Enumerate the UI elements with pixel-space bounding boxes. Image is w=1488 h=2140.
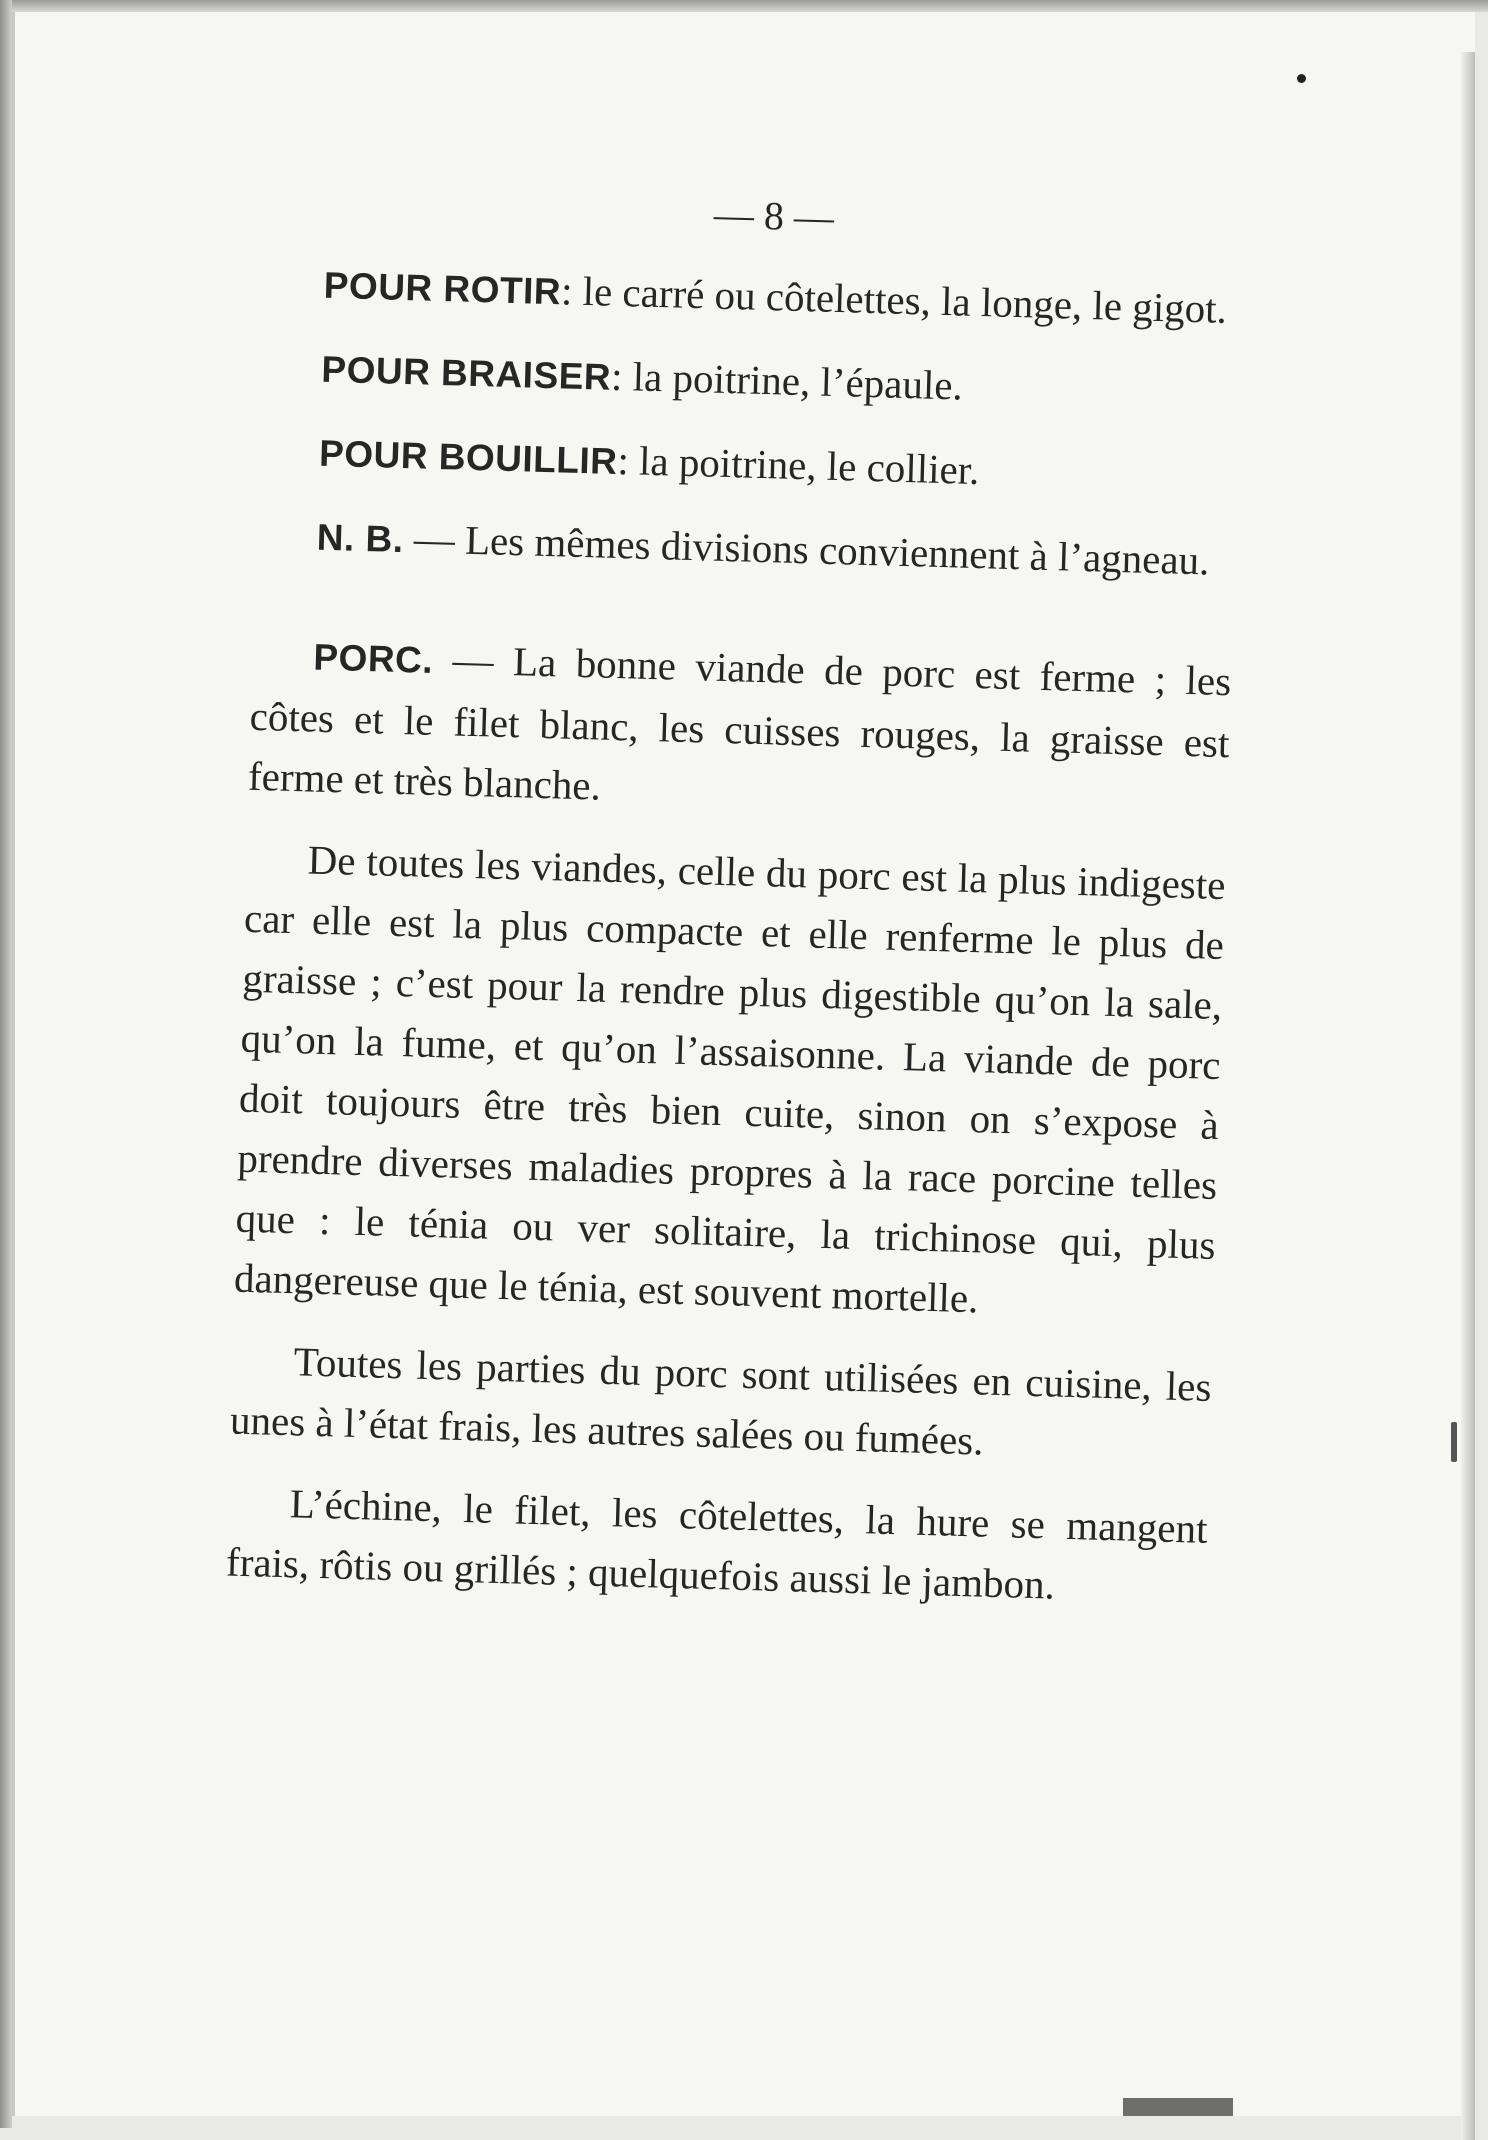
- heading-rotir: POUR ROTIR: [323, 264, 562, 313]
- page-text: [225, 172, 1245, 1641]
- paragraph-porc: [247, 624, 1232, 833]
- heading-braiser: POUR BRAISER: [320, 348, 612, 398]
- paragraph-text: La bonne viande de porc est ferme ; les côtes et le filet blanc, les cuisses rouges, la graisse est ferme et très blanche.: [247, 637, 1232, 809]
- paragraph-text: Les mêmes divisions conviennent à l’agneau.: [454, 516, 1211, 584]
- heading-bouillir: POUR BOUILLIR: [318, 432, 619, 482]
- separator: :: [616, 436, 630, 484]
- separator: —: [402, 515, 456, 563]
- scan-top-edge: [0, 0, 1488, 12]
- separator: :: [560, 267, 574, 314]
- paragraph-text: la poitrine, l’épaule.: [621, 353, 964, 409]
- paragraph-rotir: [261, 252, 1242, 341]
- separator: —: [432, 635, 495, 684]
- paragraph-echine: L’échine, le filet, les côtelettes, la hure se mangent frais, rôtis ou grillés ; quelquefois aussi le jambon.: [225, 1480, 1209, 1608]
- scan-left-edge: [0, 0, 12, 2128]
- ink-speck: [1297, 74, 1306, 83]
- paragraph-text: la poitrine, le collier.: [628, 437, 981, 494]
- paragraph-text: le carré ou côtelettes, la longe, le gigot.: [571, 267, 1228, 332]
- book-page: [12, 12, 1475, 2116]
- page-number: — 8 —: [713, 191, 835, 240]
- bottom-scan-mark: [1123, 2098, 1233, 2116]
- paragraph-nb: [254, 504, 1235, 593]
- separator: :: [610, 352, 624, 400]
- paragraph-digestion: De toutes les viandes, celle du porc est la plus indigeste car elle est la plus compacte et elle renferme le plus de graisse ; c’est pour la rendre plus digestible qu’on la sale, qu’on la fume, et qu’on l’assaisonne. La viande de porc doit toujours être très bien cuite, sinon on s’expose à prendre diverses maladies propres à la race porcine telles que : le ténia ou ver solitaire, la trichinose qui, plus dangereuse que le ténia, est souvent mortelle.: [233, 836, 1227, 1322]
- paragraph-parties: Toutes les parties du porc sont utilisées en cuisine, les unes à l’état frais, les autres salées ou fumées.: [229, 1338, 1213, 1464]
- paragraph-braiser: [259, 336, 1240, 425]
- page-right-edge: [1461, 52, 1475, 2140]
- spine-mark: [1451, 1422, 1457, 1462]
- paragraph-bouillir: [256, 420, 1237, 509]
- heading-nb: N. B.: [316, 516, 405, 561]
- heading-porc: PORC.: [312, 636, 434, 681]
